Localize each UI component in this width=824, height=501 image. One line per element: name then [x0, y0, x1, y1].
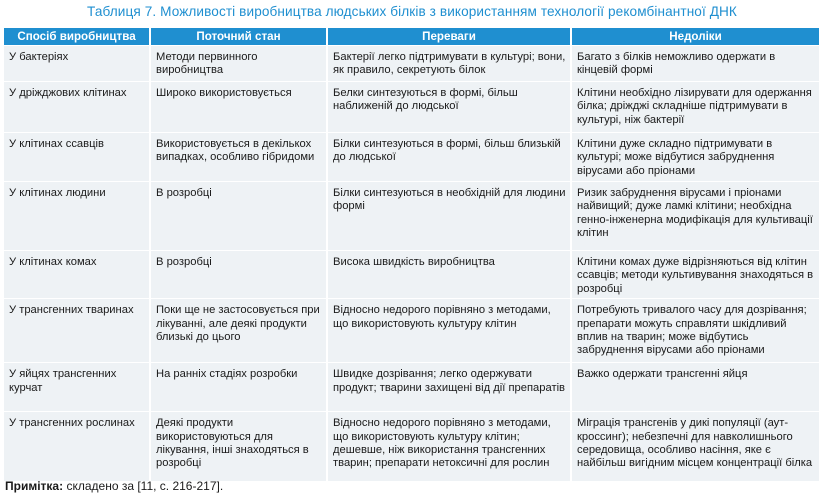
- note-text: складено за [11, с. 216-217].: [66, 479, 224, 493]
- cell-status: Деякі продукти використовуються для лікування, інші знаходяться в розробці: [150, 412, 327, 482]
- note-label: Примітка:: [5, 479, 64, 493]
- table-row: [4, 133, 819, 182]
- cell-status: В розробці: [150, 251, 327, 299]
- table-note: [5, 479, 223, 493]
- cell-advantages: Швидке дозрівання; легко одержувати продукт; тварини захищені від дії препаратів: [327, 363, 571, 412]
- cell-advantages: Висока швидкість виробництва: [327, 251, 571, 299]
- column-header-status: Поточний стан: [150, 28, 327, 46]
- table-row: [4, 46, 819, 82]
- cell-disadvantages: Клітини необхідно лізирувати для одержання білка; дріжджі складніше підтримувати в культурі, ніж бактерії: [571, 82, 819, 133]
- cell-disadvantages: Багато з білків неможливо одержати в кінцевій формі: [571, 46, 819, 82]
- cell-status: Методи первинного виробництва: [150, 46, 327, 82]
- cell-disadvantages: Міграція трансгенів у дикі популяції (аут-кроссинг); небезпечні для навколишнього середовища, особливо насіння, яке є найбільш вигідним місцем концентрації білка: [571, 412, 819, 482]
- cell-method: У клітинах комах: [4, 251, 150, 299]
- header-row: [4, 28, 819, 46]
- cell-status: Використовується в декількох випадках, особливо гібридоми: [150, 133, 327, 182]
- cell-method: У бактеріях: [4, 46, 150, 82]
- cell-advantages: Белки синтезуються в формі, більш наближеній до людської: [327, 82, 571, 133]
- cell-method: У дріжджових клітинах: [4, 82, 150, 133]
- cell-disadvantages: Ризик забруднення вірусами і пріонами найвищий; дуже ламкі клітини; необхідна генно-інженерна модифікація для культивації клітин: [571, 182, 819, 251]
- table-row: [4, 363, 819, 412]
- column-header-disadvantages: Недоліки: [571, 28, 819, 46]
- cell-status: В розробці: [150, 182, 327, 251]
- data-table: [4, 28, 819, 481]
- cell-advantages: Білки синтезуються в формі, більш близькій до людської: [327, 133, 571, 182]
- column-header-advantages: Переваги: [327, 28, 571, 46]
- cell-status: На ранніх стадіях розробки: [150, 363, 327, 412]
- table-row: [4, 182, 819, 251]
- cell-method: У яйцях трансгенних курчат: [4, 363, 150, 412]
- cell-status: Широко використовується: [150, 82, 327, 133]
- cell-disadvantages: Клітини дуже складно підтримувати в культурі; може відбутися забруднення вірусами або пріонами: [571, 133, 819, 182]
- table-row: [4, 82, 819, 133]
- cell-advantages: Відносно недорого порівняно з методами, що використовують культуру клітин; дешевше, ніж використання трансгенних тварин; препарати нетоксичні для рослин: [327, 412, 571, 482]
- table-row: [4, 299, 819, 363]
- column-header-method: Спосіб виробництва: [4, 28, 150, 46]
- table-title: Таблиця 7. Можливості виробництва людських білків з використанням технології рекомбінантної ДНК: [87, 4, 737, 19]
- cell-disadvantages: Важко одержати трансгенні яйця: [571, 363, 819, 412]
- cell-disadvantages: Потребують тривалого часу для дозрівання; препарати можуть справляти шкідливий вплив на тварин; може відбутись забруднення вірусами або пріонами: [571, 299, 819, 363]
- cell-advantages: Білки синтезуються в необхідній для людини формі: [327, 182, 571, 251]
- cell-method: У клітинах людини: [4, 182, 150, 251]
- cell-advantages: Відносно недорого порівняно з методами, що використовують культуру клітин: [327, 299, 571, 363]
- cell-method: У трансгенних тваринах: [4, 299, 150, 363]
- table-row: [4, 251, 819, 299]
- cell-method: У клітинах ссавців: [4, 133, 150, 182]
- table-row: [4, 412, 819, 482]
- cell-method: У трансгенних рослинах: [4, 412, 150, 482]
- cell-advantages: Бактерії легко підтримувати в культурі; вони, як правило, секретують білок: [327, 46, 571, 82]
- cell-disadvantages: Клітини комах дуже відрізняються від клітин ссавців; методи культивування знаходяться в розробці: [571, 251, 819, 299]
- cell-status: Поки ще не застосовується при лікуванні, але деякі продукти близькі до цього: [150, 299, 327, 363]
